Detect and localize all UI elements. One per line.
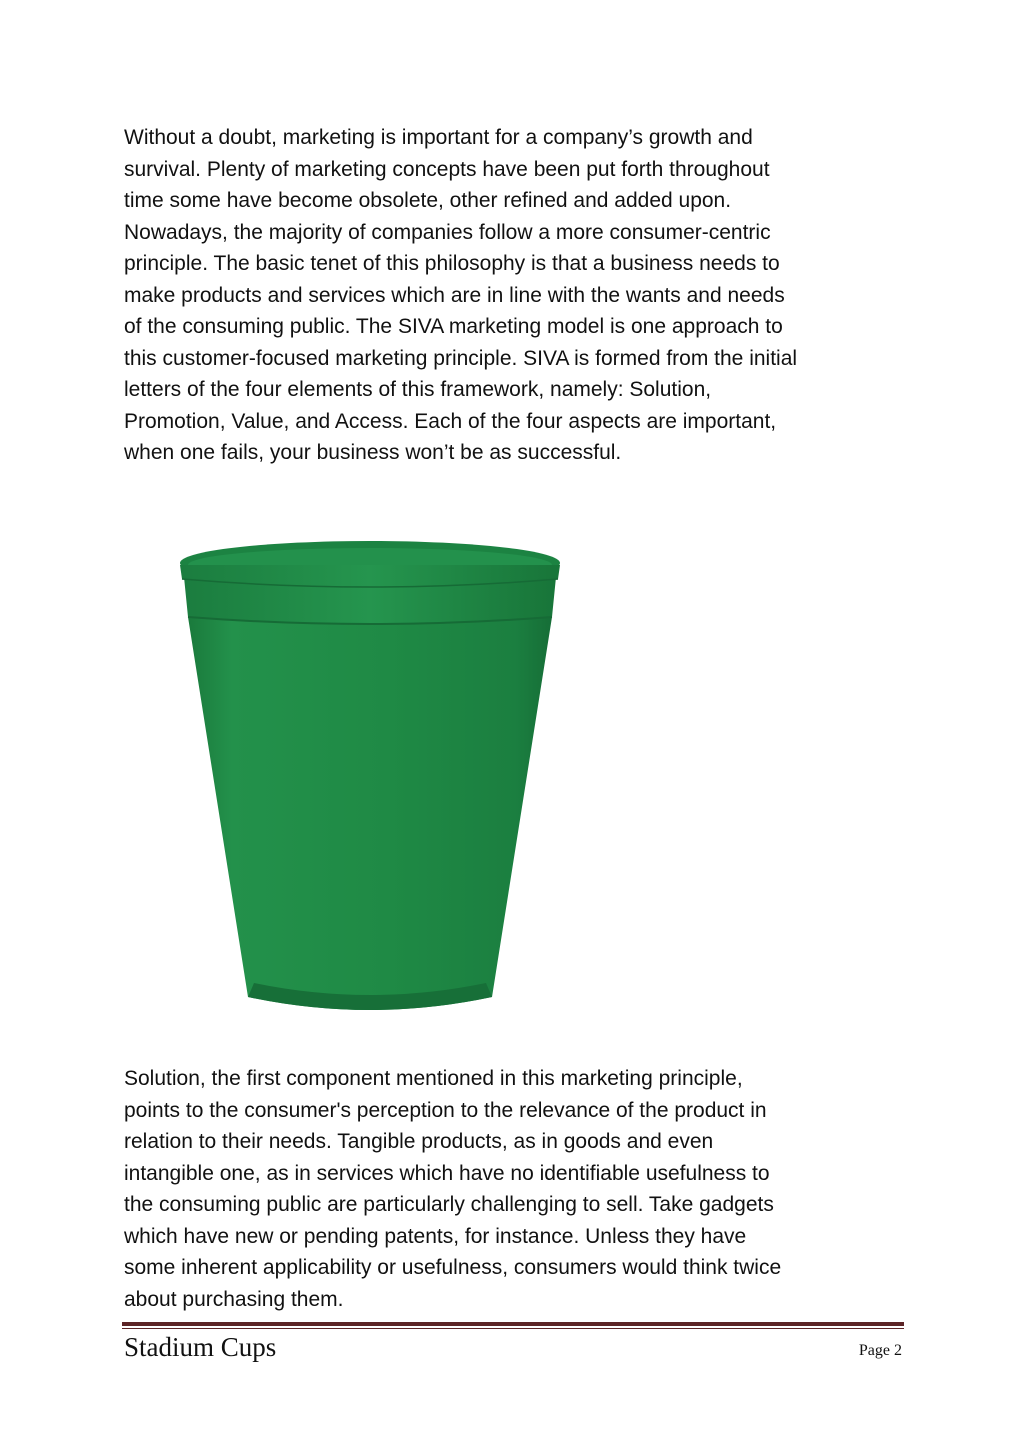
text-line: of the consuming public. The SIVA marketing model is one approach to — [124, 315, 783, 338]
text-line: Solution, the first component mentioned in this marketing principle, — [124, 1067, 743, 1090]
text-line: some inherent applicability or usefulness, consumers would think twice — [124, 1256, 782, 1279]
text-line: relation to their needs. Tangible products, as in goods and even — [124, 1130, 714, 1153]
text-line: intangible one, as in services which have no identifiable usefulness to — [124, 1161, 770, 1185]
body-paragraph-intro — [124, 122, 914, 469]
text-line: points to the consumer's perception to the relevance of the product in — [124, 1098, 767, 1122]
footer-divider-thin — [122, 1328, 904, 1329]
footer-document-title: Stadium Cups — [124, 1332, 277, 1362]
text-line: make products and services which are in line with the wants and needs — [124, 283, 785, 307]
text-line: principle. The basic tenet of this philosophy is that a business needs to — [124, 252, 780, 275]
text-line: about purchasing them. — [124, 1287, 344, 1311]
text-line: this customer-focused marketing principle. SIVA is formed from the initial — [124, 346, 798, 370]
text-line: the consuming public are particularly challenging to sell. Take gadgets — [124, 1193, 774, 1216]
text-line: when one fails, your business won’t be as successful. — [124, 441, 622, 464]
text-line: which have new or pending patents, for instance. Unless they have — [124, 1224, 747, 1248]
body-paragraph-solution — [124, 1063, 914, 1315]
text-line: letters of the four elements of this framework, namely: Solution, — [124, 378, 712, 401]
text-line: survival. Plenty of marketing concepts have been put forth throughout — [124, 157, 770, 181]
footer-divider-thick — [122, 1322, 904, 1326]
green-stadium-cup-image — [170, 535, 570, 1020]
footer-divider — [122, 1322, 904, 1329]
footer-page-number: Page 2 — [858, 1342, 902, 1359]
text-line: Without a doubt, marketing is important for a company’s growth and — [124, 126, 753, 149]
text-line: Nowadays, the majority of companies follow a more consumer-centric — [124, 220, 771, 244]
text-line: Promotion, Value, and Access. Each of the four aspects are important, — [124, 409, 777, 433]
text-line: time some have become obsolete, other refined and added upon. — [124, 189, 732, 212]
